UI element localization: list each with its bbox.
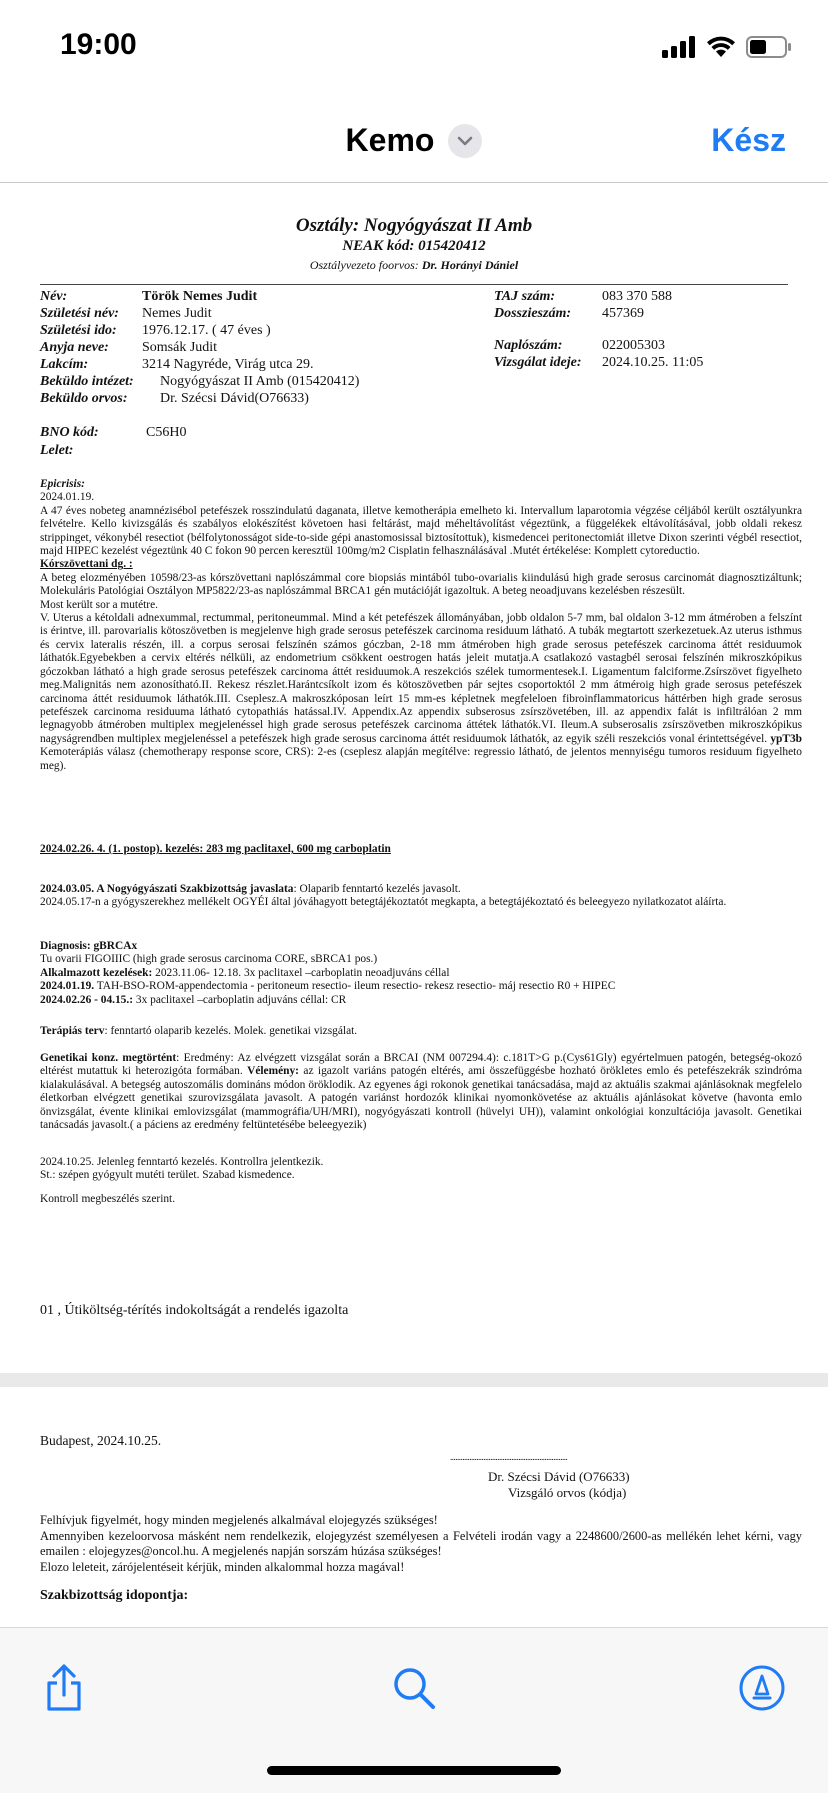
treatment-line: 2024.02.26. 4. (1. postop). kezelés: 283 mg paclitaxel, 600 mg carboplatin [40,843,391,855]
markup-icon [738,1664,786,1712]
signer-name: Dr. Szécsi Dávid (O76633) [488,1469,630,1484]
battery-icon [746,36,792,58]
markup-button[interactable] [732,1658,792,1718]
done-button[interactable]: Kész [711,122,786,158]
institute-label: Beküldo intézet: [40,374,134,389]
birthname-label: Születési név: [40,306,119,321]
neak-code: NEAK kód: 015420412 [342,238,486,254]
birthdate-label: Születési ido: [40,323,117,338]
log-label: Naplószám: [494,338,563,353]
search-button[interactable] [384,1658,444,1718]
findings-label: Lelet: [40,443,74,458]
navigation-bar [0,100,828,183]
signal-icon [662,36,696,58]
genetics-section: Genetikai konz. megtörtént: Eredmény: Az elvégzett vizsgálat során a BRCAI (NM 007294.4): c.181T>G p.(Cys61Gly) egyértelmuen patogén, betegség-okozó eltérést mutattuk ki heterozigóta formában. Vélemény: az igazolt variáns patogén eltérés, ami összefüggésbe hozható örökletes emlo és petefészekrák szindróma kialakulásával. A betegség autoszomális domináns módon öröklodik. Az egyenes ági rokonok genetikai tanácsadása, majd az aktuális szakmai ajánlásoknak megfelelo életkorban elvégzett genetikai szurovizsgálata javasolt. A patogén variánst hordozók klinikai nyomonkövetése az aktuális ajánlásokat követve (havonta emlo önvizsgálat, évente klinikai emlovizsgálat (mammográfia/UH/MRI), nogyógyászati kontroll (hüvelyi UH)), valamint onkológiai konzultációja javasolt. Genetikai tanácsadás javasolt.( a páciens az eredmény feltüntetésébe beleegyezik) [40,1052,802,1132]
board-section: 2024.03.05. A Nogyógyászati Szakbizottság javaslata: Olaparib fenntartó kezelés javasolt. 2024.05.17-n a gyógyszerekhez mellékelt OGYÉI által jóváhagyott betegtájékoztatót megkapta, a betegtájékoztató és beleegyezo nyilatkozatot aláírta. [40,883,727,909]
exam-time: 2024.10.25. 11:05 [602,355,704,370]
birthdate: 1976.12.17. ( 47 éves ) [142,323,271,338]
birthname: Nemes Judit [142,306,212,321]
current-status: 2024.10.25. Jelenleg fenntartó kezelés. Kontrollra jelentkezik. St.: szépen gyógyult mutéti terület. Szabad kismedence. [40,1156,324,1182]
address: 3214 Nagyréde, Virág utca 29. [142,357,314,372]
taj-number: 083 370 588 [602,289,672,304]
status-bar [0,0,828,100]
control-line: Kontroll megbeszélés szerint. [40,1193,176,1205]
chevron-down-icon[interactable] [448,124,482,158]
dossier-number: 457369 [602,306,644,321]
bno-code: C56H0 [146,425,187,440]
doctor-label: Beküldo orvos: [40,391,128,406]
document-page [0,183,828,1373]
place-date: Budapest, 2024.10.25. [40,1433,162,1448]
head-physician: Osztályvezeto foorvos: Dr. Horányi Dániel [309,258,519,272]
mother-label: Anyja neve: [40,340,109,355]
document-page-2 [0,1387,828,1627]
therapy-plan: Terápiás terv: fenntartó olaparib kezelés. Molek. genetikai vizsgálat. [40,1025,358,1037]
share-icon [42,1663,86,1713]
document-title: Kemo [345,122,435,158]
mother-name: Somsák Judit [142,340,218,355]
address-label: Lakcím: [40,357,89,372]
bno-label: BNO kód: [40,425,99,440]
search-icon [391,1665,437,1711]
diagnosis-section: Diagnosis: gBRCAx Tu ovarii FIGOIIIC (high grade serosus carcinoma CORE, sBRCA1 pos.) Alkalmazott kezelések: 2023.11.06- 12.18. 3x paclitaxel –carboplatin neoadjuváns céllal 2024.01.19. TAH-BSO-ROM-appendectomia - peritoneum resectio- ileum resectio- rekesz resectio- máj resectio R0 + HIPEC 2024.02.26 - 04.15.: 3x paclitaxel –carboplatin adjuváns céllal: CR [40,940,616,1006]
exam-label: Vizsgálat ideje: [494,355,582,370]
name-label: Név: [40,289,68,304]
wifi-icon [706,36,736,58]
document-title-menu[interactable] [346,122,483,159]
referring-doctor: Dr. Szécsi Dávid(O76633) [160,391,309,406]
home-indicator[interactable] [267,1766,561,1775]
patient-name: Török Nemes Judit [142,289,258,304]
dossier-label: Dosszieszám: [494,306,572,321]
travel-cost-line: 01 , Útiköltség-térítés indokoltságát a rendelés igazolta [40,1303,349,1318]
taj-label: TAJ szám: [494,289,556,304]
page-gap [0,1373,828,1387]
appointment-label: Szakbizottság idopontja: [40,1588,189,1603]
institute: Nogyógyászat II Amb (015420412) [160,374,360,389]
divider [40,284,788,285]
log-number: 022005303 [602,338,665,353]
notice-section: Felhívjuk figyelmét, hogy minden megjelenés alkalmával elojegyzés szükséges! Amennyiben kezeloorvosa másként nem rendelkezik, elojegyzést személyesen a Felvételi irodán vagy a 2248600/2600-as mellékén lehet kérni, vagy emailen : elojegyzes@oncol.hu. A megjelenés napján sorszám húzása szükséges! Elozo leleteit, zárójelentéseit kérjük, minden alkalommal hozza magával! [40,1513,802,1574]
share-button[interactable] [34,1658,94,1718]
status-time: 19:00 [60,28,137,61]
signature-dots: ................................................................... [450,1452,568,1462]
epicrisis-section: Epicrisis: 2024.01.19. A 47 éves nobeteg anamnézisébol petefészek rosszindulatú daganata, illetve kemotherápia emelheto ki. Intervallum laparotomia végzése céljából került osztályunkra felvételre. Kello kivizsgálás és szabályos elokészítést követoen hasi feltárást, majd méheltávolítást végeztünk, a függelékek eltávolításával, jobb oldali rekesz strippinget, vékonybél resectiot (bélfolytonosságot side-to-side gépi anastomosissal biztosítottuk), kismedencei peritonectomiát illetve Dixon szerinti végbél resectiot, majd HIPEC kezelést végeztünk 40 C fokon 90 percen keresztül 100mg/m2 Cisplatin felhasználásával .Mutét értékelése: Komplett cytoreductio. Kórszövettani dg. : A beteg elozményében 10598/23-as kórszövettani naplószámmal core biopsiás mintából tubo-ovarialis kiindulású high grade serosus carcinomát diagnosztizáltunk; Molekuláris Patológiai Osztályon MP5822/23-as naplószámmal BRCA1 gén mutációját igazoltuk. A beteg neoadjuvans kezelésben részesült. Most került sor a mutétre. V. Uterus a kétoldali adnexummal, rectummal, peritoneummal. Mind a két petefészek állományában, jobb oldalon 5-7 mm, bal oldalon 3-12 mm átméroben a felszínt is érintve, ill. parovarialis kötoszövetben is megjelenve high grade serosus petefészek carcinoma residuum látható. A tubák megtartott szerkezetuek.Az uterus isthmus és cervix lateralis részén, ill. a corpus serosai felszínén számos góczban, 2-18 mm átméroben high grade serosus petefészek carcinoma áttét residuumok láthatók.Egyebekben a cervix eltérés nélküli, az endometrium csökkent oestrogen hatás jeleit mutatja.A csatlakozó vastagbél serosai felszínén mikroszkópikus góczokban látható a high grade serosus petefészek carcinoma áttét residuumok.A reszekciós szélek tumormentesek.I. Ligamentum falciforme.Zsírszövet figyelheto meg.Malignitás nem azonosítható.II. Rekesz részlet.Harántcsíkolt izom és kötoszövetben pár sejtes csoportoktól 2 mm átméroig high grade serosus petefészek carcinoma áttét residuumok láthatók.III. Cseplesz.A makroszkóposan leírt 15 mm-es képletnek megfeleloen fibroinflammatoricus háttérben high grade serosus petefészek carcinoma residuuma látható cytopathiás hatással.IV. Appendix.Az appendix subserosus zsírszövetében, ill. az appendix falát is infiltrálóan 2 mm legnagyobb átméroben multiplex megjelenéssel high grade serosus petefészek carcinoma áttétek láthatók.VI. Ileum.A subserosalis zsírszövetben mikroszkópikus nagyságrendben multiplex megjelenéssel a petefészek high grade serosus carcinoma áttét residuumok láthatók, az egyik széli reszekciós vonal érintettségével. ypT3b Kemoterápiás válasz (chemotherapy response score, CRS): 2-es (cseplesz alapján megítélve: regressio látható, de jelentos mennyiségu tumoros residuum figyelheto meg). [40,478,802,772]
signer-role: Vizsgáló orvos (kódja) [508,1485,627,1500]
department-header: Osztály: Nogyógyászat II Amb [295,215,533,236]
status-icons [662,36,792,58]
